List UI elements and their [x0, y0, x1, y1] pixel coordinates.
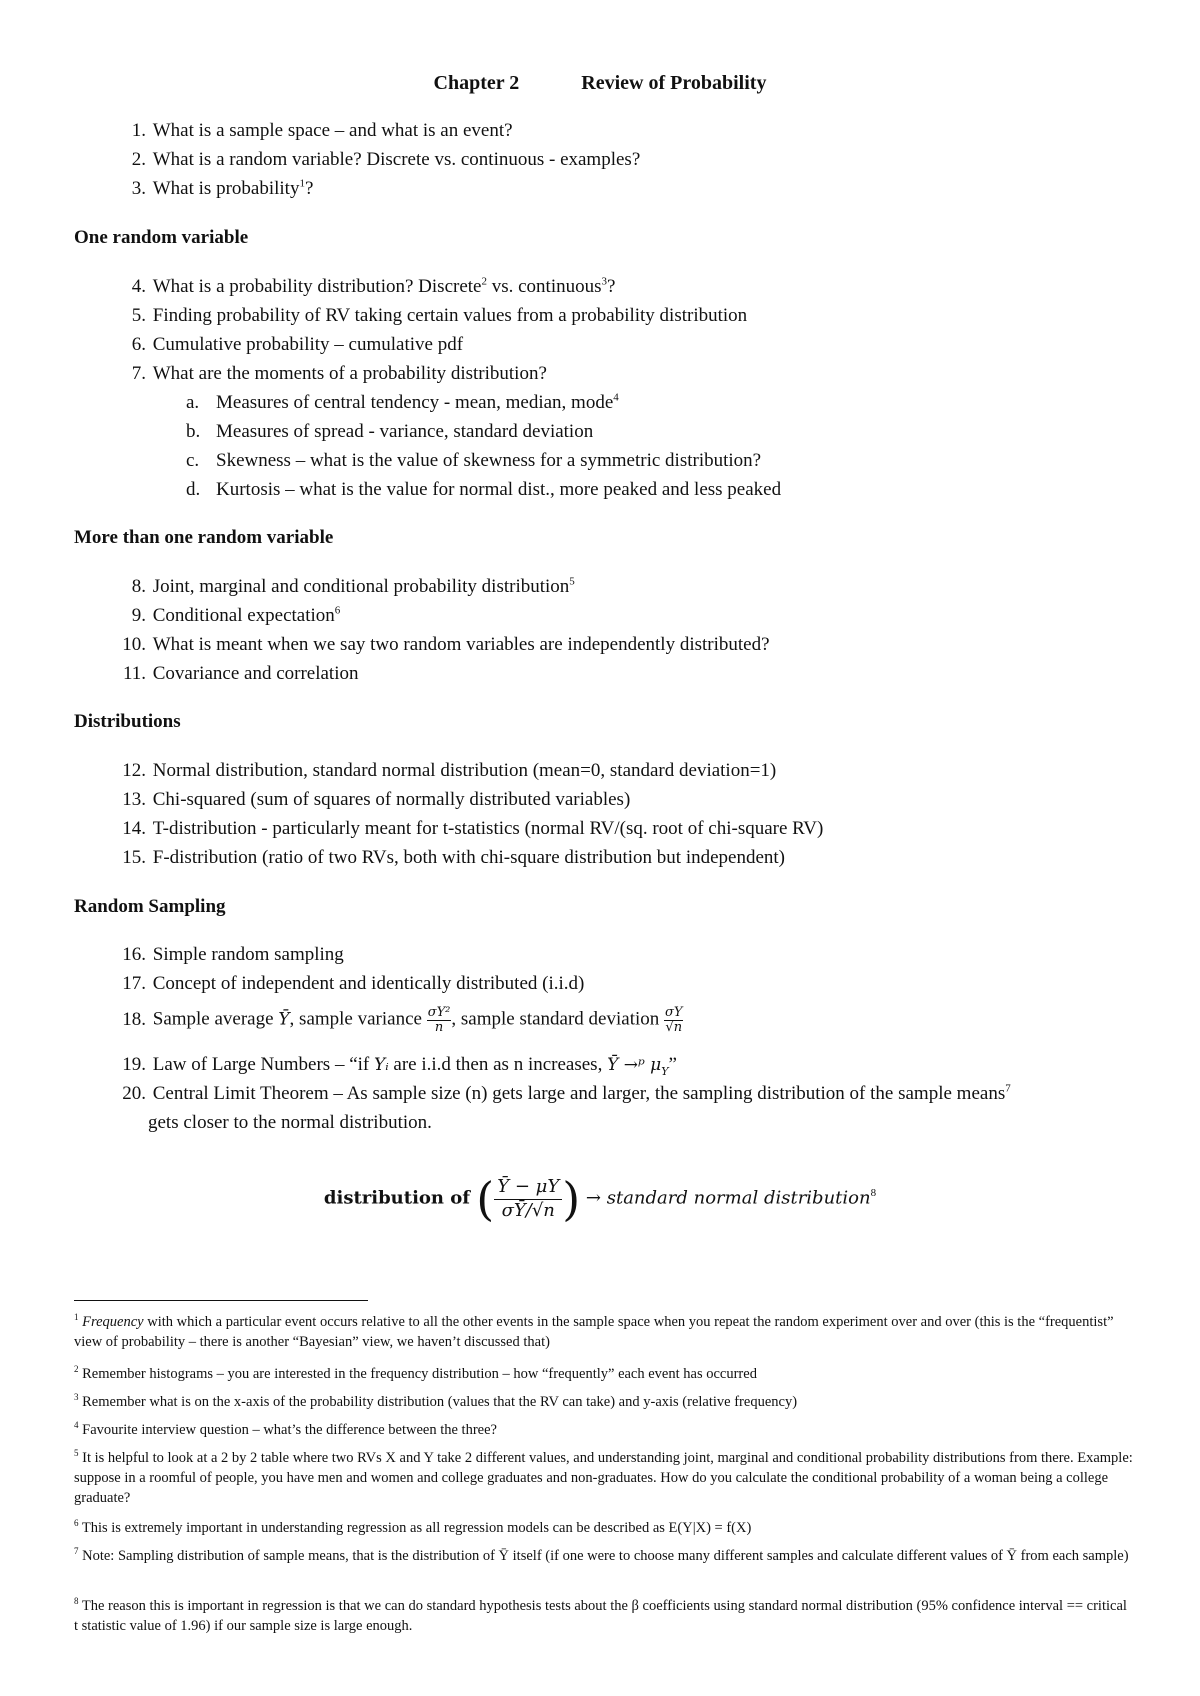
footnote: $^1$ Frequency with which a particular event occurs relative to all the other events in the sample space when you repeat the random experiment over and over (this is the “frequentist” view of probability – there is another “Bayesian” view, we haven’t discussed that)	[74, 1312, 1114, 1350]
list-item: 17. Concept of independent and identically distributed (i.i.d)	[122, 973, 585, 994]
list-item: 16. Simple random sampling	[122, 944, 344, 965]
list-item: 11. Covariance and correlation	[122, 663, 359, 684]
footnote-ref: 7	[1005, 1082, 1011, 1095]
list-item-continuation: gets closer to the normal distribution.	[148, 1112, 432, 1133]
list-item: 18. Sample average Ȳ, sample variance $\frac{\text{σY²}}{n}$ , sample standard deviation $\frac{\sigma Y}{√n}$	[122, 1005, 683, 1035]
footnote: $^5$ It is helpful to look at a 2 by 2 table where two RVs X and Y take 2 different values, and understanding joint, marginal and conditional probability distributions from there. Example: suppose in a roomful of people, you have men and women and college graduates and non-graduates. How do you calculate the conditional probability of a woman being a college graduate?	[74, 1448, 1133, 1506]
footnote: $^2$ Remember histograms – you are interested in the frequency distribution – how “frequently” each event has occurred	[74, 1364, 757, 1382]
list-item: 8. Joint, marginal and conditional probability distribution$^5$	[131, 575, 575, 597]
footnote-ref: 4	[613, 391, 619, 404]
list-item: 2. What is a random variable? Discrete vs. continuous - examples?	[131, 149, 641, 170]
sub-list-item: b. Measures of spread - variance, standard deviation	[186, 421, 594, 442]
footnote-divider	[74, 1300, 368, 1301]
footnote: $^6$ This is extremely important in understanding regression as all regression models can be described as E(Y|X) = f(X)	[74, 1518, 752, 1536]
footnote: $^4$ Favourite interview question – what’s the difference between the three?	[74, 1420, 497, 1438]
list-item: 12. Normal distribution, standard normal distribution (mean=0, standard deviation=1)	[122, 760, 777, 781]
list-item: 20. Central Limit Theorem – As sample size (n) gets large and larger, the sampling distribution of the sample means$^7$	[122, 1082, 1011, 1104]
footnote: $^8$ The reason this is important in regression is that we can do standard hypothesis tests about the β coefficients using standard normal distribution (95% confidence interval == critical t statistic value of 1.96) if our sample size is large enough.	[74, 1596, 1127, 1634]
list-item: 10. What is meant when we say two random variables are independently distributed?	[122, 634, 770, 655]
footnote-ref: 1	[299, 177, 305, 190]
chapter-label: Chapter 2	[433, 72, 520, 94]
math-ybar: Ȳ	[278, 1009, 290, 1030]
footnote-ref: 3	[601, 275, 608, 288]
footnote: $^7$ Note: Sampling distribution of sample means, that is the distribution of Ȳ itself (if one were to choose many different samples and calculate different values of Ȳ from each sample)	[74, 1546, 1129, 1564]
footnote: $^3$ Remember what is on the x-axis of the probability distribution (values that the RV can take) and y-axis (relative frequency)	[74, 1392, 798, 1410]
list-item: 7. What are the moments of a probability distribution?	[131, 363, 547, 384]
list-item: 6. Cumulative probability – cumulative pdf	[131, 334, 464, 355]
chapter-name: Review of Probability	[581, 72, 767, 94]
section-heading: Random Sampling	[74, 896, 226, 917]
section-heading: More than one random variable	[74, 527, 334, 548]
math-fraction: $\frac{\sigma Y}{√n}$	[665, 1005, 683, 1035]
math-fraction: $\frac{\text{σY²}}{n}$	[427, 1005, 451, 1035]
list-item: 19. Law of Large Numbers – “if Yᵢ are i.i.d then as n increases, Ȳ →ᵖ $\mu_Y$”	[122, 1054, 677, 1078]
list-item: 13. Chi-squared (sum of squares of normally distributed variables)	[122, 789, 631, 810]
list-item: 15. F-distribution (ratio of two RVs, both with chi-square distribution but independent)	[122, 847, 786, 868]
page-title	[0, 72, 1200, 95]
list-item: 9. Conditional expectation$^6$	[131, 604, 341, 626]
list-item: 4. What is a probability distribution? Discrete$^2$ vs. continuous$^3$?	[131, 275, 616, 297]
list-item: 14. T-distribution - particularly meant for t-statistics (normal RV/(sq. root of chi-square RV)	[122, 818, 824, 839]
footnote-ref: 5	[569, 575, 575, 588]
math-convergence: Ȳ →ᵖ μ	[607, 1055, 662, 1075]
list-item: 1. What is a sample space – and what is an event?	[131, 120, 513, 141]
footnote-ref: 2	[481, 275, 487, 288]
sub-list-item: c. Skewness – what is the value of skewness for a symmetric distribution?	[186, 450, 762, 471]
list-item: 3. What is probability$^1$?	[131, 177, 314, 199]
section-heading: Distributions	[74, 711, 181, 732]
list-item: 5. Finding probability of RV taking certain values from a probability distribution	[131, 305, 748, 326]
footnote-ref: 6	[334, 604, 341, 617]
section-heading: One random variable	[74, 227, 249, 248]
sub-list-item: d. Kurtosis – what is the value for normal dist., more peaked and less peaked	[186, 479, 782, 500]
sub-list-item: a. Measures of central tendency - mean, median, mode$^4$	[186, 391, 619, 413]
clt-formula: distribution of ( $\frac{Ȳ - \mu Y}{\sigma Ȳ/√n}$) → standard normal distribution$^8$	[323, 1172, 877, 1226]
